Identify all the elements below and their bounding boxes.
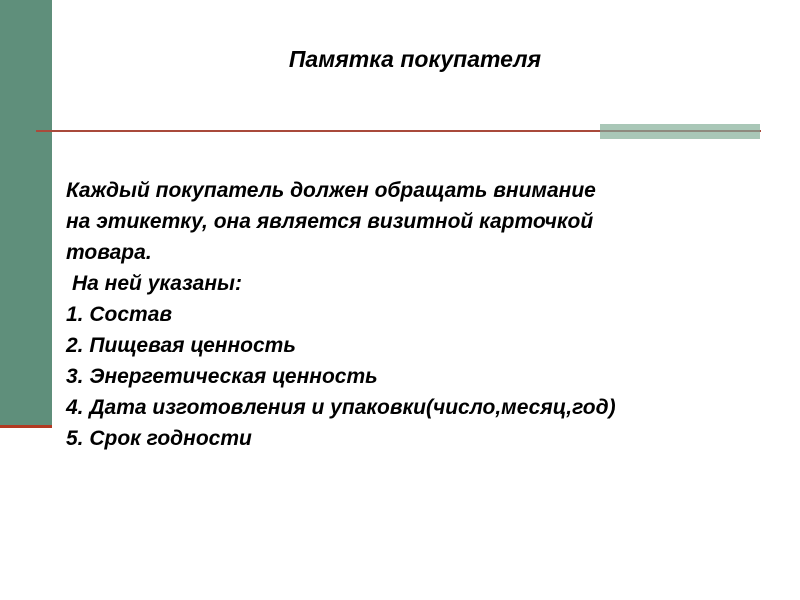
intro-line: на этикетку, она является визитной карточкой (66, 210, 594, 233)
intro-line: товара. (66, 241, 152, 264)
list-item-nutritional-value: 2. Пищевая ценность (66, 334, 296, 357)
list-item-production-date: 4. Дата изготовления и упаковки(число,месяц,год) (66, 396, 616, 419)
list-heading: На ней указаны: (72, 272, 242, 295)
title-divider-accent-line (600, 130, 760, 132)
intro-line: Каждый покупатель должен обращать внимание (66, 179, 596, 202)
memo-body (66, 175, 786, 454)
slide-title: Памятка покупателя (288, 46, 542, 72)
list-item-shelf-life: 5. Срок годности (66, 427, 252, 450)
left-band-rule (0, 425, 52, 428)
list-item-energy-value: 3. Энергетическая ценность (66, 365, 378, 388)
list-item-composition: 1. Состав (66, 303, 173, 326)
